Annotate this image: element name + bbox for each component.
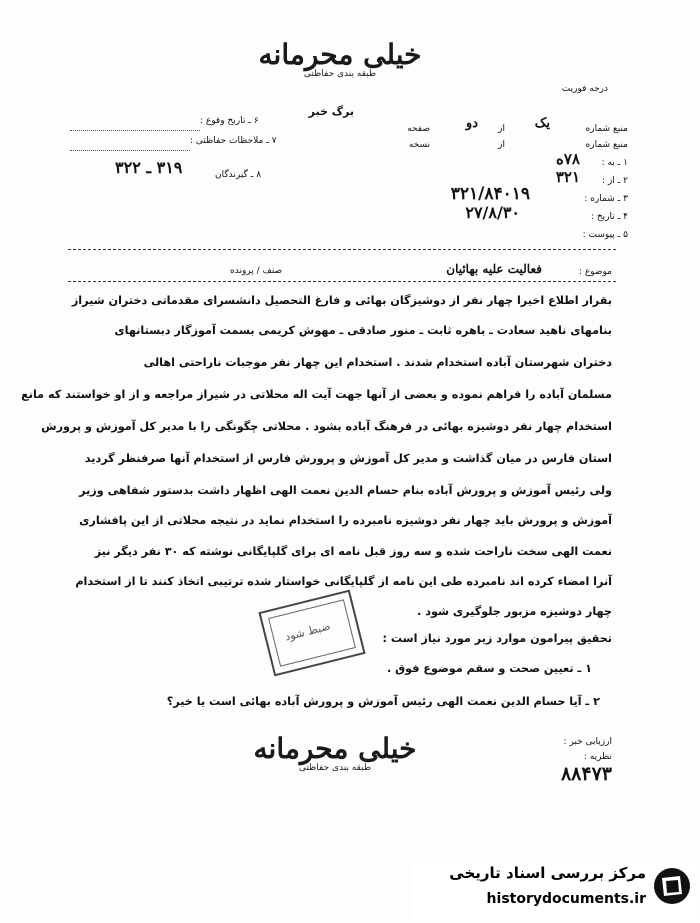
document-number: ۸۸۴۷۳ xyxy=(560,763,612,785)
header-separator xyxy=(68,249,616,250)
to-value: ۷۸ه xyxy=(556,150,580,168)
subject-value: فعالیت علیه بهائیان xyxy=(446,262,542,276)
form-title: برگ خبر xyxy=(308,105,354,118)
opinion-label: نظریه : xyxy=(583,752,612,762)
priority-label: درجه فوریت xyxy=(561,84,608,94)
occurrence-date-line xyxy=(70,130,200,131)
body-line: تحقیق پیرامون موارد زیر مورد نیاز است : xyxy=(382,632,612,645)
occurrence-date-label: ۶ ـ تاریخ وقوع : xyxy=(200,116,259,126)
top-stamp-title: خیلی محرمانه xyxy=(258,38,422,71)
body-line: بنامهای ناهید سعادت ـ باهره ثابت ـ منور صادقی ـ مهوش کریمی بسمت آموزگار دبستانهای xyxy=(114,324,612,337)
box-stamp-text: ضبط شود xyxy=(283,619,332,644)
body-line: چهار دوشیزه مزبور جلوگیری شود . xyxy=(417,605,612,618)
body-line: ۱ ـ تعیین صحت و سقم موضوع فوق . xyxy=(386,662,592,675)
subject-label: موضوع : xyxy=(578,267,612,277)
from-label: از xyxy=(498,124,505,134)
source-number-value: یک xyxy=(534,116,550,131)
class-label: صنف / پرونده xyxy=(230,266,283,276)
protection-notes-label: ۷ ـ ملاحظات حفاظتی : xyxy=(190,136,277,146)
date-value: ۲۷/۸/۳۰ xyxy=(465,203,520,222)
body-line: دختران شهرستان آباده استخدام شدند . استخدام این چهار نفر موجبات ناراحتی اهالی xyxy=(143,356,612,369)
from-field-label: ۲ ـ از : xyxy=(602,176,628,186)
from-field-value: ۳۲۱ xyxy=(555,168,580,186)
body-line: آموزش و پرورش باید چهار نفر دوشیزه نامبرده را استخدام نماید در نتیجه محلاتی از این پافشاری xyxy=(79,514,612,527)
recipients-value: ۳۱۹ ـ ۳۲۲ xyxy=(115,158,183,177)
body-line: استخدام چهار نفر دوشیزه بهائی در فرهنگ آباده بشود . محلاتی چگونگی را با مدیر کل آموزش و پرورش xyxy=(41,420,612,433)
number-value: ۳۲۱/۸۴۰۱۹ xyxy=(450,184,530,204)
source-number-label: منبع شماره xyxy=(585,124,628,134)
body-line: ولی رئیس آموزش و پرورش آباده بنام حسام الدین نعمت الهی اظهار داشت بدستور شفاهی وزیر xyxy=(79,484,612,497)
source-number2-label: منبع شماره xyxy=(585,140,628,150)
recipients-label: ۸ ـ گیرندگان xyxy=(215,170,262,180)
top-stamp-subtitle: طبقه بندی حفاظتی xyxy=(303,69,377,79)
page-label: صفحه xyxy=(407,124,430,134)
bottom-classification-stamp xyxy=(240,732,430,773)
protection-notes-line xyxy=(70,150,190,151)
body-line: بقرار اطلاع اخیرا چهار نفر از دوشیزگان بهائی و فارغ التحصیل دانشسرای مقدماتی دختران شیراز xyxy=(71,294,612,307)
subject-separator xyxy=(68,281,616,282)
body-line: مسلمان آباده را فراهم نموده و بعضی از آنها جهت آیت اله محلاتی در شیراز مراجعه و از او خواستند که مانع xyxy=(21,388,612,401)
top-classification-stamp xyxy=(250,38,430,79)
footer-watermark xyxy=(412,858,698,920)
body-line: نعمت الهی سخت ناراحت شده و سه روز قبل نامه ای برای گلپایگانی نوشته که ۳۰ نفر دیگر نیز xyxy=(94,545,612,558)
number-label: ۳ ـ شماره : xyxy=(584,194,628,204)
footer-website: historydocuments.ir xyxy=(486,891,646,907)
bottom-stamp-subtitle: طبقه بندی حفاظتی xyxy=(298,763,372,773)
evaluation-label: ارزیابی خبر : xyxy=(563,737,612,747)
body-line: آنرا امضاء کرده اند نامبرده طی این نامه از گلپایگانی خواستار شده ترتیبی اتخاذ کنند تا از استخدام xyxy=(75,575,612,588)
date-label: ۴ ـ تاریخ : xyxy=(590,212,628,222)
archive-logo-icon xyxy=(652,866,692,906)
attachment-label: ۵ ـ پیوست : xyxy=(582,230,628,240)
body-line: استان فارس در میان گذاشت و مدیر کل آموزش و پرورش فارس از استخدام آنها صرفنظر گردید xyxy=(84,452,612,465)
page2-label: نسخه xyxy=(408,140,430,150)
to-label: ۱ ـ به : xyxy=(601,158,628,168)
bottom-stamp-title: خیلی محرمانه xyxy=(253,732,417,765)
from2-label: از xyxy=(498,140,505,150)
footer-org-name: مرکز بررسی اسناد تاریخی xyxy=(449,864,646,882)
from-value: دو xyxy=(465,116,478,131)
body-line: ۲ ـ آیا حسام الدین نعمت الهی رئیس آموزش و پرورش آباده بهائی است یا خیر؟ xyxy=(166,695,600,708)
